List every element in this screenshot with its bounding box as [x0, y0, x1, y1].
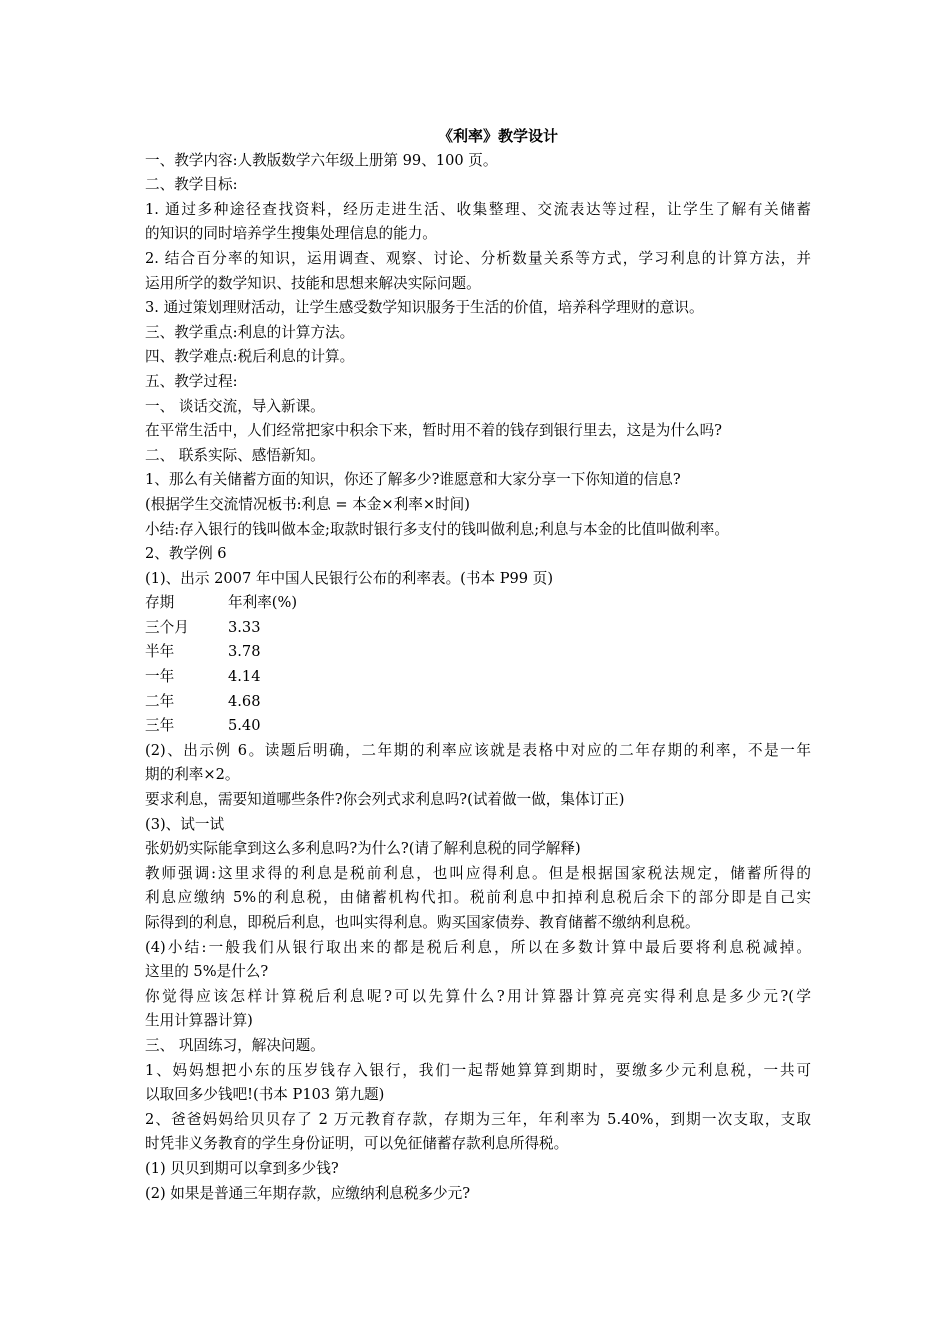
text-line: 一、 谈话交流，导入新课。: [145, 397, 325, 415]
document-title: 《利率》教学设计: [437, 127, 558, 145]
rate-table-row: [145, 640, 811, 665]
text-line: 2、教学例 6: [145, 545, 227, 563]
text-line: 1、妈妈想把小东的压岁钱存入银行，我们一起帮她算算到期时，要缴多少元利息税，一共可: [145, 1061, 811, 1079]
rate-table-header: [145, 591, 811, 616]
text-line: 1、那么有关储蓄方面的知识，你还了解多少?谁愿意和大家分享一下你知道的信息?: [145, 471, 681, 489]
interest-rate-table: [145, 591, 811, 739]
text-line: 你觉得应该怎样计算税后利息呢?可以先算什么?用计算器计算亮亮实得利息是多少元?(学: [145, 987, 811, 1005]
text-line: (1)、出示 2007 年中国人民银行公布的利率表。(书本 P99 页): [145, 569, 554, 587]
text-line: 四、教学难点:税后利息的计算。: [145, 348, 355, 366]
text-line: (1) 贝贝到期可以拿到多少钱?: [145, 1159, 339, 1177]
text-line: 时凭非义务教育的学生身份证明，可以免征储蓄存款利息所得税。: [145, 1135, 569, 1153]
text-line: 的知识的同时培养学生搜集处理信息的能力。: [145, 225, 437, 243]
rate-table-row: [145, 616, 811, 641]
text-line: 生用计算器计算): [145, 1012, 253, 1030]
body-text-block-1: [145, 149, 811, 592]
text-line: 要求利息，需要知道哪些条件?你会列式求利息吗?(试着做一做，集体订正): [145, 791, 625, 809]
text-line: 教师强调:这里求得的利息是税前利息，也叫应得利息。但是根据国家税法规定，储蓄所得的: [145, 864, 811, 882]
rate-header-rate: 年利率(%): [228, 594, 298, 612]
text-line: 2. 结合百分率的知识，运用调查、观察、讨论、分析数量关系等方式，学习利息的计算方法，并: [145, 249, 811, 267]
text-line: 在平常生活中，人们经常把家中积余下来，暂时用不着的钱存到银行里去，这是为什么吗?: [145, 422, 722, 440]
text-line: 2、爸爸妈妈给贝贝存了 2 万元教育存款，存期为三年，年利率为 5.40%，到期一次支取，支取: [145, 1110, 811, 1128]
text-line: 张奶奶实际能拿到这么多利息吗?为什么?(请了解利息税的同学解释): [145, 840, 581, 858]
rate-value: 3.78: [228, 643, 261, 661]
text-line: (3)、试一试: [145, 815, 225, 833]
rate-header-term: 存期: [145, 594, 175, 612]
rate-value: 4.68: [228, 692, 261, 710]
document-page: [145, 124, 811, 1206]
text-line: 利息应缴纳 5%的利息税，由储蓄机构代扣。税前利息中扣掉利息税后余下的部分即是自己实: [145, 889, 811, 907]
text-line: (根据学生交流情况板书:利息 = 本金×利率×时间): [145, 495, 470, 513]
rate-value: 5.40: [228, 717, 261, 735]
text-line: 这里的 5%是什么?: [145, 963, 269, 981]
text-line: 二、 联系实际、感悟新知。: [145, 446, 325, 464]
body-text-block-2: [145, 739, 811, 1206]
rate-term: 一年: [145, 668, 175, 686]
text-line: 3. 通过策划理财活动，让学生感受数学知识服务于生活的价值，培养科学理财的意识。: [145, 299, 704, 317]
rate-term: 三个月: [145, 618, 189, 636]
rate-term: 半年: [145, 643, 175, 661]
text-line: 运用所学的数学知识、技能和思想来解决实际问题。: [145, 274, 481, 292]
text-line: 1. 通过多种途径查找资料，经历走进生活、收集整理、交流表达等过程，让学生了解有关储蓄: [145, 200, 811, 218]
text-line: (2)、出示例 6。读题后明确，二年期的利率应该就是表格中对应的二年存期的利率，不是一年: [145, 741, 811, 759]
text-line: 小结:存入银行的钱叫做本金;取款时银行多支付的钱叫做利息;利息与本金的比值叫做利率。: [145, 520, 729, 538]
rate-value: 4.14: [228, 668, 261, 686]
rate-table-row: [145, 690, 811, 715]
text-line: 期的利率×2。: [145, 766, 240, 784]
text-line: 三、教学重点:利息的计算方法。: [145, 323, 355, 341]
rate-term: 二年: [145, 692, 175, 710]
text-line: 三、 巩固练习，解决问题。: [145, 1036, 325, 1054]
text-line: 五、教学过程:: [145, 372, 238, 390]
text-line: 际得到的利息，即税后利息，也叫实得利息。购买国家债券、教育储蓄不缴纳利息税。: [145, 914, 700, 931]
rate-table-row: [145, 714, 811, 739]
text-line: (4)小结:一般我们从银行取出来的都是税后利息，所以在多数计算中最后要将利息税减掉。: [145, 938, 811, 956]
text-line: 以取回多少钱吧!(书本 P103 第九题): [145, 1086, 385, 1104]
text-line: 一、教学内容:人教版数学六年级上册第 99、100 页。: [145, 151, 498, 169]
text-line: 二、教学目标:: [145, 176, 238, 194]
text-line: (2) 如果是普通三年期存款，应缴纳利息税多少元?: [145, 1184, 471, 1202]
rate-value: 3.33: [228, 618, 261, 636]
rate-term: 三年: [145, 717, 175, 735]
rate-table-row: [145, 665, 811, 690]
